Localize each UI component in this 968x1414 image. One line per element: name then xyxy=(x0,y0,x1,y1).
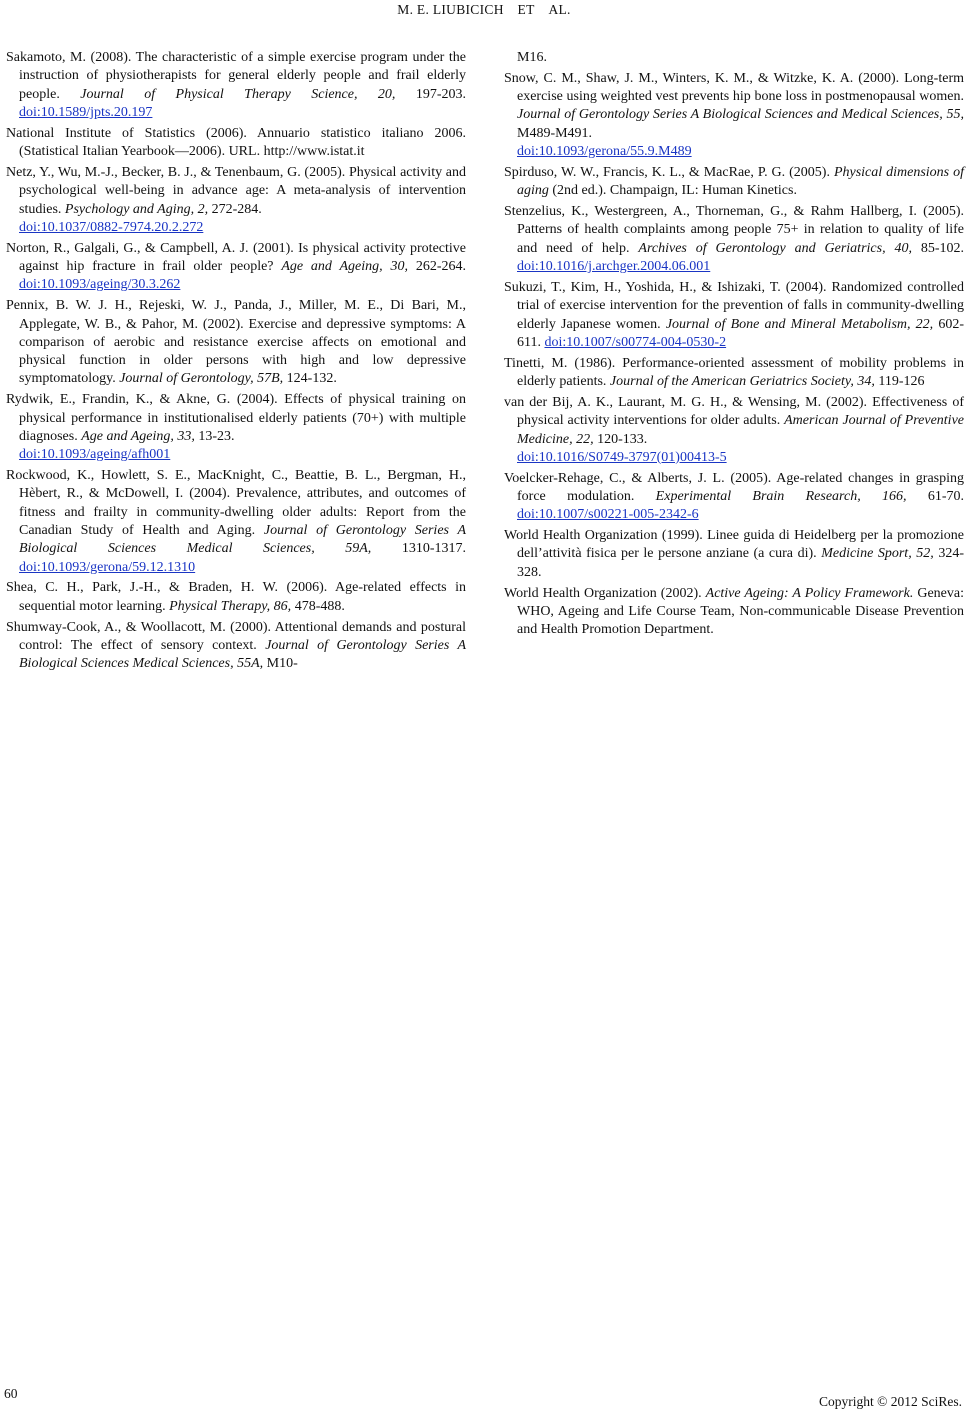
reference-text: 120-133. xyxy=(593,431,648,447)
running-head: M. E. LIUBICICH ET AL. xyxy=(397,2,571,17)
reference-text: 61-70. xyxy=(906,488,964,504)
reference-text: Stenzelius, K., Westergreen, A., Thorneman, G., & Rahm Hallberg, I. (2005). Patterns of health complaints among people 75+ in relation to quality of life and need of help. xyxy=(504,204,964,256)
copyright-notice: Copyright © 2012 SciRes. xyxy=(818,1394,962,1409)
reference-text: 13-23. xyxy=(194,428,235,444)
reference-entry xyxy=(504,470,964,525)
reference-entry xyxy=(504,164,964,201)
reference-source-title: Psychology and Aging, 2, xyxy=(64,201,209,217)
reference-text: Shumway-Cook, A., & Woollacott, M. (2000). Attentional demands and postural control: The effect of sensory context. xyxy=(6,619,466,653)
reference-source-title: Journal of Gerontology Series A Biological Sciences Medical Sciences, 59A, xyxy=(19,522,467,557)
reference-text: Geneva: WHO, Ageing and Life Course Team, Non-communicable Disease Prevention and Health Promotion Department. xyxy=(517,585,964,638)
reference-source-title: Active Ageing: A Policy Framework. xyxy=(705,585,914,601)
reference-source-title: Journal of the American Geriatrics Society, 34, xyxy=(609,374,875,390)
reference-entry xyxy=(504,279,964,352)
reference-entry xyxy=(6,297,466,388)
reference-source-title: Experimental Brain Research, 166, xyxy=(655,488,907,504)
reference-text: Norton, R., Galgali, G., & Campbell, A. J. (2001). Is physical activity protective against hip fracture in frail older people? xyxy=(6,240,466,275)
reference-text: 272-284. xyxy=(208,201,262,217)
reference-text: 124-132. xyxy=(283,371,337,387)
reference-entry xyxy=(6,164,466,237)
doi-link[interactable]: doi:10.1093/ageing/afh001 xyxy=(19,447,171,463)
reference-source-title: Physical dimensions of aging xyxy=(517,164,964,199)
reference-text: (2nd ed.). Champaign, IL: Human Kinetics. xyxy=(548,183,797,199)
reference-text: Voelcker-Rehage, C., & Alberts, J. L. (2005). Age-related changes in grasping force modulation. xyxy=(504,470,964,504)
reference-source-title: Journal of Bone and Mineral Metabolism, 22, xyxy=(665,316,934,332)
reference-text: World Health Organization (2002). xyxy=(504,585,706,601)
reference-text: 602-611. xyxy=(517,316,964,350)
reference-text: van der Bij, A. K., Laurant, M. G. H., & Wensing, M. (2002). Effectiveness of physical activity interventions for older adults. xyxy=(504,394,964,429)
doi-link[interactable]: doi:10.1093/gerona/55.9.M489 xyxy=(517,144,692,160)
reference-entry xyxy=(504,49,964,67)
reference-entry xyxy=(6,579,466,616)
doi-link[interactable]: doi:10.1093/gerona/59.12.1310 xyxy=(19,559,196,575)
reference-source-title: American Journal of Preventive Medicine, 22, xyxy=(517,413,964,447)
reference-text: 85-102. xyxy=(911,240,964,256)
reference-text: M489-M491. xyxy=(517,125,593,141)
reference-entry xyxy=(504,394,964,467)
doi-link[interactable]: doi:10.1037/0882-7974.20.2.272 xyxy=(19,219,204,235)
reference-source-title: Journal of Gerontology Series A Biological Sciences Medical Sciences, 55A, xyxy=(19,637,466,672)
reference-source-title: Journal of Physical Therapy Science, 20, xyxy=(80,86,396,102)
reference-entry xyxy=(6,619,466,674)
references-right-column xyxy=(504,49,964,642)
reference-source-title: Archives of Gerontology and Geriatrics, 40, xyxy=(638,240,912,256)
reference-text: 197-203. xyxy=(395,86,466,102)
page-number: 60 xyxy=(4,1386,18,1401)
reference-text: 262-264. xyxy=(408,259,466,275)
reference-text: M16. xyxy=(517,50,547,65)
reference-entry xyxy=(6,467,466,577)
reference-entry xyxy=(6,240,466,295)
doi-link[interactable]: doi:10.1093/ageing/30.3.262 xyxy=(19,277,181,293)
reference-text: Rydwik, E., Frandin, K., & Akne, G. (2004). Effects of physical training on physical performance in institutionalised elderly patients (70+) with multiple diagnoses. xyxy=(6,392,466,444)
reference-source-title: Age and Ageing, 30, xyxy=(281,259,408,275)
reference-text: Rockwood, K., Howlett, S. E., MacKnight, C., Beattie, B. L., Bergman, H., Hèbert, R., & McDowell, I. (2004). Prevalence, attributes, and outcomes of fitness and frailty in community-dwelling older adults: Report from the Canadian Study of Health and Aging. xyxy=(6,468,466,538)
reference-source-title: Journal of Gerontology, 57B, xyxy=(119,371,284,387)
reference-text: 478-488. xyxy=(291,598,345,614)
doi-link[interactable]: doi:10.1016/S0749-3797(01)00413-5 xyxy=(517,449,727,465)
reference-text: 119-126 xyxy=(874,374,925,390)
reference-text: Netz, Y., Wu, M.-J., Becker, B. J., & Tenenbaum, G. (2005). Physical activity and psychological well-being in advance age: A meta-analysis of intervention studies. xyxy=(6,164,466,217)
reference-entry xyxy=(504,203,964,276)
doi-link[interactable]: doi:10.1007/s00774-004-0530-2 xyxy=(544,334,727,350)
doi-link[interactable]: doi:10.1016/j.archger.2004.06.001 xyxy=(517,259,711,275)
reference-text: Sukuzi, T., Kim, H., Yoshida, H., & Ishizaki, T. (2004). Randomized controlled trial of exercise intervention for the prevention of falls in community-dwelling elderly Japanese women. xyxy=(504,279,964,332)
reference-text: World Health Organization (1999). Linee guida di Heidelberg per la promozione dell’attività fisica per le persone anziane (a cura di). xyxy=(504,528,964,562)
reference-text: 1310-1317. xyxy=(371,541,466,557)
reference-entry xyxy=(504,70,964,161)
reference-entry xyxy=(6,391,466,464)
reference-text: Shea, C. H., Park, J.-H., & Braden, H. W. (2006). Age-related effects in sequential motor learning. xyxy=(6,580,466,614)
reference-text: Spirduso, W. W., Francis, K. L., & MacRae, P. G. (2005). xyxy=(504,164,834,180)
reference-text: M10- xyxy=(263,656,298,672)
references-left-column xyxy=(6,49,466,676)
reference-source-title: Physical Therapy, 86, xyxy=(169,598,292,614)
reference-text: Snow, C. M., Shaw, J. M., Winters, K. M., & Witzke, K. A. (2000). Long-term exercise using weighted vest prevents hip bone loss in postmenopausal women. xyxy=(504,70,964,105)
reference-text: 324-328. xyxy=(517,546,964,580)
reference-source-title: Medicine Sport, 52, xyxy=(821,546,934,562)
reference-entry xyxy=(504,355,964,392)
reference-entry xyxy=(504,527,964,582)
reference-text: Pennix, B. W. J. H., Rejeski, W. J., Panda, J., Miller, M. E., Di Bari, M., Applegate, W. B., & Pahor, M. (2002). Exercise and depressive symptoms: A comparison of aerobic and resistance exercise affects on emotional and physical function in older persons with high and low depressive symptomatology. xyxy=(6,298,466,387)
reference-entry xyxy=(6,49,466,122)
reference-text: National Institute of Statistics (2006). Annuario statistico italiano 2006. (Statistical Italian Yearbook—2006). URL. http://www.istat.it xyxy=(6,125,466,160)
reference-text: Tinetti, M. (1986). Performance-oriented assessment of mobility problems in elderly patients. xyxy=(504,355,964,390)
reference-entry xyxy=(6,125,466,162)
reference-source-title: Journal of Gerontology Series A Biological Sciences and Medical Sciences, 55, xyxy=(517,107,964,123)
reference-entry xyxy=(504,585,964,640)
doi-link[interactable]: doi:10.1007/s00221-005-2342-6 xyxy=(517,507,699,523)
reference-source-title: Age and Ageing, 33, xyxy=(81,428,195,444)
reference-text: Sakamoto, M. (2008). The characteristic of a simple exercise program under the instruction of physiotherapists for general elderly people and frail elderly people. xyxy=(6,50,466,102)
doi-link[interactable]: doi:10.1589/jpts.20.197 xyxy=(19,104,153,120)
